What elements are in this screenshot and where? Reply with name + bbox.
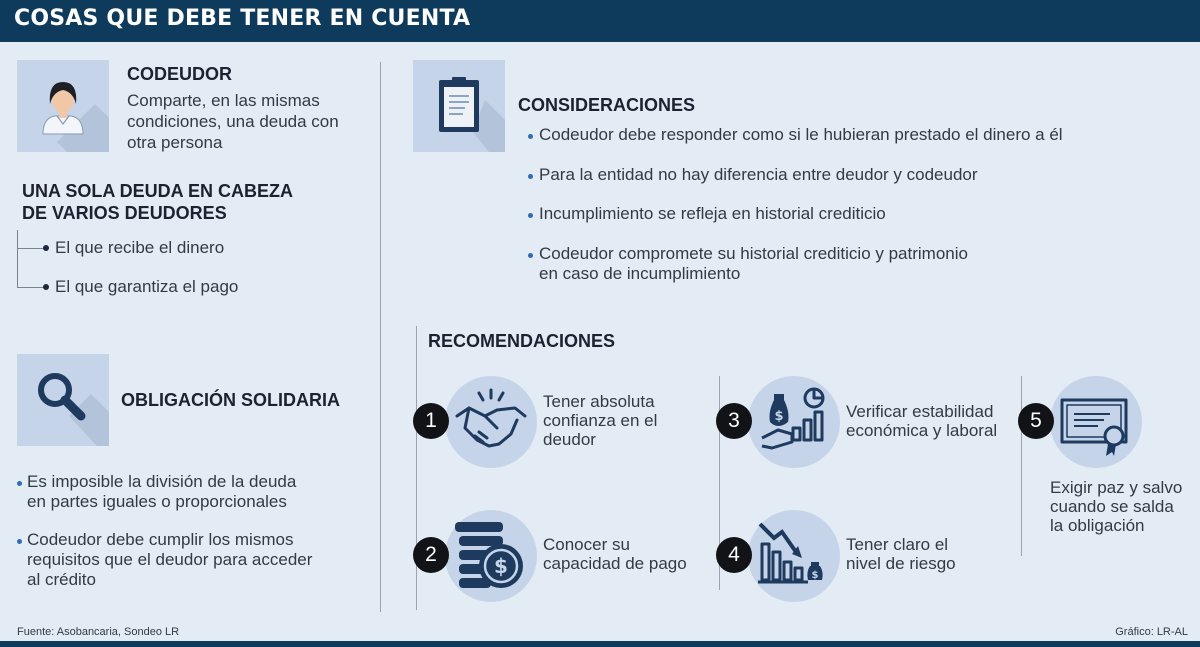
magnifier-icon [17,354,109,446]
consideraciones-bullet: Para la entidad no hay diferencia entre deudor y codeudor [539,165,978,184]
rec-line: nivel de riesgo [846,554,956,573]
bullet-dot [17,481,22,486]
rec-line: Tener absoluta [543,392,655,411]
consideraciones-bullet: Incumplimiento se refleja en historial crediticio [539,204,886,223]
bullet-line: Es imposible la división de la deuda [27,472,297,491]
step-number: 4 [716,537,752,573]
title-line: UNA SOLA DEUDA EN CABEZA [22,181,294,201]
money-growth-icon [748,376,840,468]
bullet-dot [17,539,22,544]
obligacion-bullet [27,530,312,590]
bullet-dot [43,284,49,290]
clipboard-icon [413,60,505,152]
tree-connector [17,248,45,249]
title-line: DE VARIOS DEUDORES [22,203,227,223]
rec-line: cuando se salda [1050,497,1174,516]
person-icon [17,60,109,152]
coins-icon [445,510,537,602]
obligacion-bullet [27,472,296,512]
falling-chart-icon [748,510,840,602]
certificate-icon [1050,376,1142,468]
codeudor-line: otra persona [127,133,223,152]
rec-line: Conocer su [543,535,630,554]
consideraciones-title: CONSIDERACIONES [518,95,696,115]
una-sola-deuda-item: El que garantiza el pago [55,277,239,296]
footer-bar [0,641,1200,647]
tree-connector [17,230,18,288]
recommendation-text [1050,478,1182,535]
svg-text:$: $ [774,409,784,424]
rec-line: la obligación [1050,516,1145,535]
rec-line: económica y laboral [846,421,998,440]
recommendations-divider [1021,376,1022,556]
bullet-dot [528,134,533,139]
bullet-line: Codeudor debe cumplir los mismos [27,530,294,549]
obligacion-title: OBLIGACIÓN SOLIDARIA [121,390,340,410]
svg-text:$: $ [811,570,819,581]
consideraciones-bullet [539,244,968,284]
una-sola-deuda-title [22,180,293,224]
consideraciones-bullet: Codeudor debe responder como si le hubieran prestado el dinero a él [539,125,1063,144]
handshake-icon [445,376,537,468]
page-title: COSAS QUE DEBE TENER EN CUENTA [14,6,471,31]
column-divider [380,62,381,612]
codeudor-description [127,90,372,153]
codeudor-line: condiciones, una deuda con [127,112,339,131]
rec-line: Tener claro el [846,535,949,554]
bullet-line: Codeudor compromete su historial crediticio y patrimonio [539,244,968,263]
source-note: Fuente: Asobancaria, Sondeo LR [17,626,180,638]
bullet-dot [528,213,533,218]
recommendation-text [543,392,657,449]
step-number: 5 [1018,403,1054,439]
rec-line: Exigir paz y salvo [1050,478,1183,497]
step-number: 2 [413,537,449,573]
rec-line: deudor [543,430,596,449]
bullet-line: en caso de incumplimiento [539,264,741,283]
bullet-line: requisitos que el deudor para acceder [27,550,313,569]
bullet-dot [528,253,533,258]
codeudor-title: CODEUDOR [127,64,233,84]
credit-note: Gráfico: LR-AL [1115,626,1188,638]
bullet-dot [528,174,533,179]
svg-text:$: $ [494,554,508,578]
rec-line: confianza en el [543,411,658,430]
tree-connector [17,287,45,288]
bullet-line: al crédito [27,570,96,589]
step-number: 1 [413,403,449,439]
recommendations-divider [416,326,417,610]
recomendaciones-title: RECOMENDACIONES [428,331,616,351]
rec-line: capacidad de pago [543,554,687,573]
bullet-line: en partes iguales o proporcionales [27,492,287,511]
step-number: 3 [716,403,752,439]
recommendation-text [846,535,956,573]
una-sola-deuda-item: El que recibe el dinero [55,238,225,257]
recommendation-text [846,402,997,440]
codeudor-line: Comparte, en las mismas [127,91,320,110]
rec-line: Verificar estabilidad [846,402,994,421]
recommendation-text [543,535,687,573]
bullet-dot [43,245,49,251]
